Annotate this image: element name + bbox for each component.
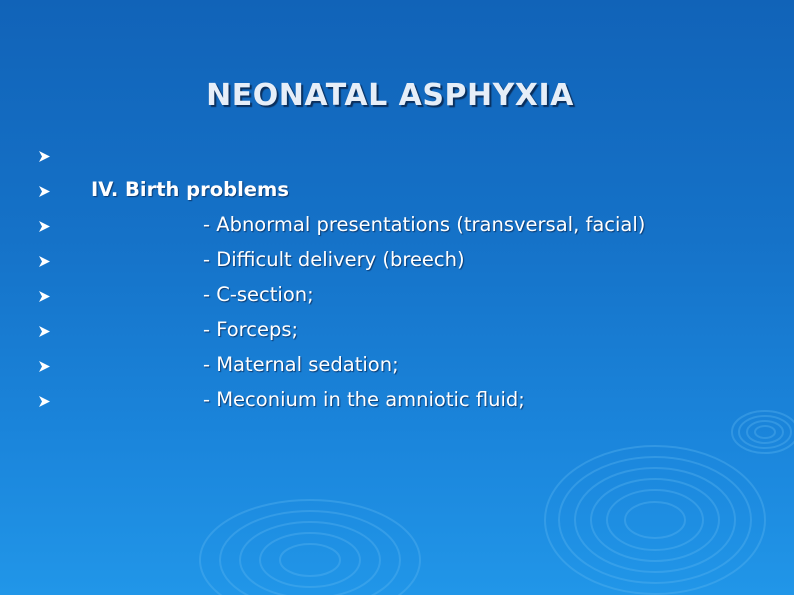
arrowhead-bullet-icon bbox=[38, 325, 51, 338]
list-item-text: - Abnormal presentations (transversal, facial) bbox=[203, 213, 646, 236]
slide-title: NEONATAL ASPHYXIA bbox=[206, 78, 574, 113]
list-item-text: - Forceps; bbox=[203, 318, 299, 341]
list-item bbox=[0, 211, 780, 246]
list-item-text: - C-section; bbox=[203, 283, 314, 306]
arrowhead-bullet-icon bbox=[38, 360, 51, 373]
list-item-text: - Maternal sedation; bbox=[203, 353, 399, 376]
list-item bbox=[0, 176, 780, 211]
arrowhead-bullet-icon bbox=[38, 150, 51, 163]
list-item bbox=[0, 386, 780, 421]
arrowhead-bullet-icon bbox=[38, 395, 51, 408]
list-item bbox=[0, 316, 780, 351]
section-heading: IV. Birth problems bbox=[91, 178, 289, 201]
arrowhead-bullet-icon bbox=[38, 220, 51, 233]
bullet-list bbox=[0, 141, 780, 421]
list-item-text: - Meconium in the amniotic fluid; bbox=[203, 388, 525, 411]
arrowhead-bullet-icon bbox=[38, 290, 51, 303]
arrowhead-bullet-icon bbox=[38, 255, 51, 268]
list-item bbox=[0, 351, 780, 386]
list-item-text: - Difficult delivery (breech) bbox=[203, 248, 465, 271]
list-item bbox=[0, 246, 780, 281]
list-item bbox=[0, 281, 780, 316]
list-item bbox=[0, 141, 780, 176]
arrowhead-bullet-icon bbox=[38, 185, 51, 198]
